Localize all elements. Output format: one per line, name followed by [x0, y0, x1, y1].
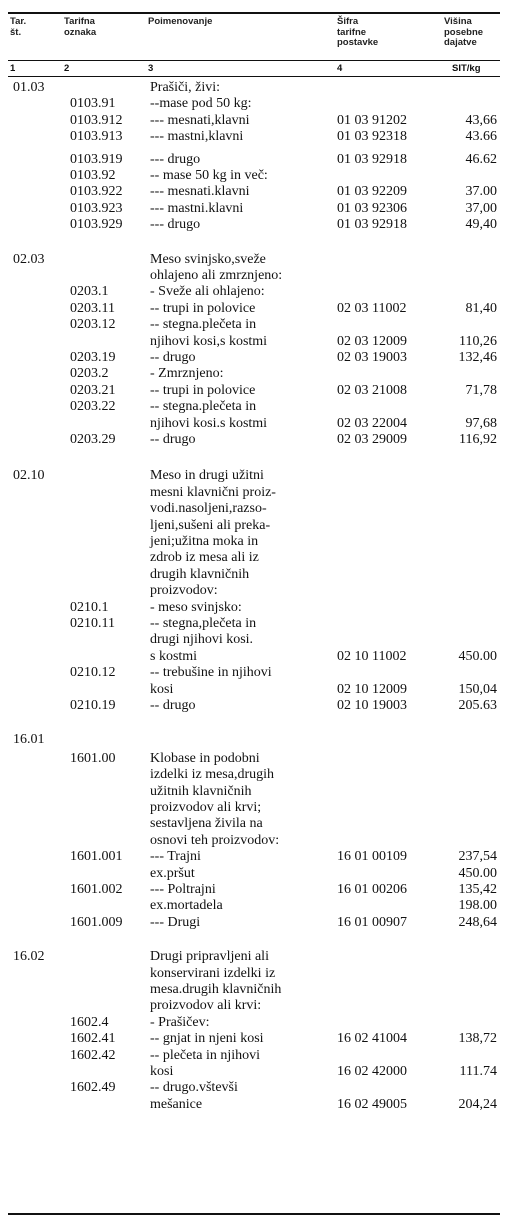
duty-value: 49,40	[465, 217, 497, 233]
description: proizvodov ali krvi;	[150, 800, 262, 815]
description: kosi	[150, 1064, 174, 1079]
tariff-code: 0203.21	[70, 382, 116, 398]
duty-value: 248,64	[458, 914, 497, 930]
description: --- mesnati,klavni	[150, 112, 250, 128]
tariff-code: 1602.49	[70, 1080, 116, 1096]
description: ex.pršut	[150, 865, 195, 881]
header-line: dajatve	[444, 37, 477, 48]
header-line: Poimenovanje	[148, 16, 213, 27]
description: mesni klavnični proiz-	[150, 484, 276, 500]
tariff-code: 0203.22	[70, 399, 116, 415]
tariff-item-code: 01 03 92306	[337, 200, 407, 216]
tariff-item-code: 02 03 12009	[337, 333, 407, 349]
description: Klobase in podobni	[150, 750, 260, 766]
description: -- drugo	[150, 432, 196, 447]
header-visina	[444, 17, 483, 49]
header-line: št.	[10, 26, 22, 38]
tariff-item-code: 02 10 19003	[337, 698, 407, 713]
description: njihovi kosi.s kostmi	[150, 415, 268, 431]
column-number-4: 4	[337, 63, 343, 74]
description: mešanice	[150, 1096, 203, 1112]
tariff-code: 0210.1	[70, 599, 109, 615]
description: --- Drugi	[150, 914, 201, 930]
tariff-number: 16.01	[13, 732, 45, 748]
tariff-item-code: 01 03 91202	[337, 112, 407, 128]
tariff-code: 0103.929	[70, 217, 123, 233]
description: - Sveže ali ohlajeno:	[150, 284, 265, 300]
duty-value: 97,68	[465, 415, 497, 431]
tariff-code: 0210.12	[70, 665, 116, 681]
tariff-number: 02.10	[13, 468, 45, 484]
tariff-code: 0203.11	[70, 300, 115, 316]
duty-value: 116,92	[459, 432, 497, 447]
duty-value: 43.66	[465, 129, 497, 145]
description: drugih klavničnih	[150, 566, 250, 582]
tariff-code: 1601.009	[70, 914, 123, 930]
duty-value: 43,66	[465, 112, 497, 128]
tariff-item-code: 01 03 92918	[337, 217, 407, 233]
duty-value: 110,26	[459, 333, 497, 349]
description: --- drugo	[150, 151, 201, 167]
description: zdrob iz mesa ali iz	[150, 550, 259, 566]
description: mesa.drugih klavničnih	[150, 982, 282, 997]
column-number-1: 1	[10, 63, 16, 74]
duty-value: 37,00	[465, 200, 497, 216]
header-tarifna-oznaka	[64, 17, 96, 38]
description: jeni;užitna moka in	[150, 534, 259, 549]
duty-value: 205.63	[458, 698, 497, 713]
header-line: posebne	[444, 26, 484, 38]
description: proizvodov:	[150, 583, 218, 599]
description: - Prašičev:	[150, 1014, 210, 1030]
description: ohlajeno ali zmrznjeno:	[150, 268, 283, 283]
description: -- stegna.plečeta in	[150, 399, 257, 415]
description: konservirani izdelki iz	[150, 965, 276, 981]
tariff-code: 0203.1	[70, 284, 109, 300]
header-line: tarifne	[337, 26, 367, 38]
duty-value: 450.00	[458, 648, 497, 664]
header-line: Višina	[444, 16, 472, 27]
description: --- mastni,klavni	[150, 129, 244, 145]
duty-value: 204,24	[458, 1096, 497, 1112]
description: izdelki iz mesa,drugih	[150, 767, 275, 783]
description: proizvodov ali krvi:	[150, 998, 262, 1014]
tariff-item-code: 16 01 00109	[337, 849, 407, 865]
duty-value: 37.00	[465, 184, 497, 200]
tariff-code: 0203.19	[70, 350, 116, 365]
description: -- stegna,plečeta in	[150, 616, 257, 631]
description: -- drugo	[150, 350, 196, 365]
description: osnovi teh proizvodov:	[150, 832, 280, 848]
tariff-code: 1602.42	[70, 1047, 116, 1063]
duty-value: 46.62	[465, 151, 497, 167]
tariff-code: 1602.4	[70, 1014, 109, 1030]
description: -- gnjat in njeni kosi	[150, 1031, 264, 1047]
tariff-item-code: 02 03 19003	[337, 350, 407, 365]
duty-value: 81,40	[465, 300, 497, 316]
description: -- mase 50 kg in več:	[150, 168, 268, 183]
table-bottom-rule	[8, 1213, 500, 1215]
description: ljeni,sušeni ali preka-	[150, 517, 271, 533]
duty-value: 135,42	[458, 882, 497, 897]
description: ex.mortadela	[150, 898, 223, 914]
column-unit: SIT/kg	[452, 63, 481, 74]
tariff-code: 0203.29	[70, 432, 116, 447]
table-top-rule	[8, 12, 500, 14]
header-tar-st	[10, 17, 26, 38]
description: -- stegna.plečeta in	[150, 317, 257, 333]
description: --- mesnati.klavni	[150, 184, 250, 200]
tariff-number: 02.03	[13, 251, 45, 267]
tariff-code: 0210.11	[70, 616, 115, 631]
duty-value: 450.00	[458, 865, 497, 881]
duty-value: 150,04	[458, 681, 497, 697]
description: Drugi pripravljeni ali	[150, 949, 269, 965]
tariff-item-code: 01 03 92209	[337, 184, 407, 200]
description: Meso svinjsko,sveže	[150, 251, 266, 267]
description: - meso svinjsko:	[150, 599, 242, 615]
duty-value: 71,78	[465, 382, 497, 398]
header-poimenovanje	[148, 17, 212, 28]
description: kosi	[150, 681, 174, 697]
description: -- trupi in polovice	[150, 300, 256, 316]
description: užitnih klavničnih	[150, 783, 252, 799]
tariff-number: 16.02	[13, 949, 45, 965]
tariff-item-code: 02 10 11002	[337, 648, 407, 664]
description: sestavljena živila na	[150, 816, 263, 832]
duty-value: 198.00	[458, 898, 497, 914]
description: --- Trajni	[150, 849, 201, 865]
description: -- trebušine in njihovi	[150, 665, 272, 681]
description: Prašiči, živi:	[150, 80, 220, 95]
column-number-3: 3	[148, 63, 154, 74]
tariff-code: 0210.19	[70, 698, 116, 713]
header-rule	[8, 60, 500, 61]
description: vodi.nasoljeni,razso-	[150, 501, 267, 517]
tariff-code: 0203.2	[70, 366, 109, 382]
column-numbers-rule	[8, 76, 500, 77]
tariff-item-code: 01 03 92318	[337, 129, 407, 145]
duty-value: 138,72	[458, 1031, 497, 1047]
description: --- Poltrajni	[150, 882, 216, 897]
tariff-code: 0103.919	[70, 151, 123, 167]
tariff-code: 1601.00	[70, 750, 116, 766]
tariff-item-code: 16 02 41004	[337, 1031, 407, 1047]
tariff-code: 1601.002	[70, 882, 123, 897]
tariff-code: 0103.912	[70, 112, 123, 128]
description: --mase pod 50 kg:	[150, 96, 252, 112]
description: --- mastni.klavni	[150, 200, 244, 216]
description: -- drugo	[150, 698, 196, 713]
header-line: Šifra	[337, 16, 359, 27]
description: -- trupi in polovice	[150, 382, 256, 398]
description: -- drugo.vštevši	[150, 1080, 238, 1096]
tariff-item-code: 02 03 21008	[337, 382, 407, 398]
header-line: Tar.	[10, 16, 27, 27]
description: - Zmrznjeno:	[150, 366, 224, 382]
header-line: oznaka	[64, 26, 97, 38]
tariff-item-code: 02 03 11002	[337, 300, 407, 316]
description: njihovi kosi,s kostmi	[150, 333, 268, 349]
tariff-code: 0103.913	[70, 129, 123, 145]
tariff-item-code: 16 02 42000	[337, 1064, 407, 1079]
header-sifra	[337, 17, 378, 49]
description: Meso in drugi užitni	[150, 468, 264, 484]
duty-value: 132,46	[458, 350, 497, 365]
column-number-2: 2	[64, 63, 70, 74]
description: drugi njihovi kosi.	[150, 632, 254, 648]
tariff-code: 1602.41	[70, 1031, 116, 1047]
tariff-code: 0103.92	[70, 168, 116, 183]
tariff-code: 0103.91	[70, 96, 116, 112]
tariff-number: 01.03	[13, 80, 45, 95]
header-line: Tarifna	[64, 16, 95, 27]
description: s kostmi	[150, 648, 198, 664]
tariff-item-code: 02 03 22004	[337, 415, 407, 431]
duty-value: 237,54	[458, 849, 497, 865]
tariff-item-code: 01 03 92918	[337, 151, 407, 167]
tariff-code: 1601.001	[70, 849, 123, 865]
tariff-item-code: 16 02 49005	[337, 1096, 407, 1112]
tariff-code: 0203.12	[70, 317, 116, 333]
tariff-item-code: 02 03 29009	[337, 432, 407, 447]
tariff-item-code: 02 10 12009	[337, 681, 407, 697]
header-line: postavke	[337, 37, 379, 48]
tariff-item-code: 16 01 00907	[337, 914, 407, 930]
description: -- plečeta in njihovi	[150, 1047, 261, 1063]
tariff-item-code: 16 01 00206	[337, 882, 407, 897]
duty-value: 111.74	[459, 1064, 497, 1079]
tariff-code: 0103.923	[70, 200, 123, 216]
description: --- drugo	[150, 217, 201, 233]
tariff-code: 0103.922	[70, 184, 123, 200]
